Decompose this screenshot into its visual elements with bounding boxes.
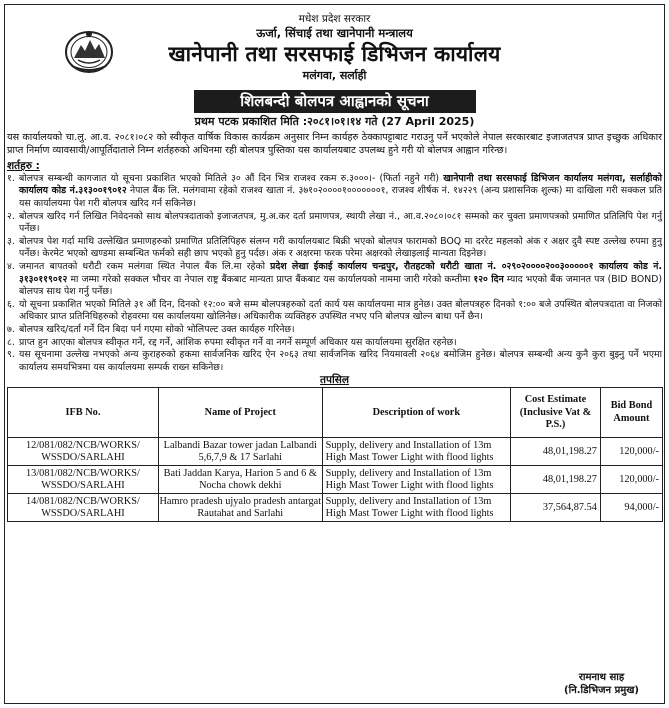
project-cell: Hamro pradesh ujyalo pradesh antargat Rautahat and Sarlahi — [158, 494, 322, 522]
column-header: Description of work — [322, 388, 510, 438]
term-number: १. — [7, 172, 15, 184]
term-text: बोलपत्र खरिद/दर्ता गर्ने दिन बिदा पर्न गएमा सोको भोलिपल्ट उक्त कार्यहरु गरिनेछ। — [19, 323, 295, 335]
signatory-name: रामनाथ साह — [578, 672, 625, 683]
ifb-cell: 13/081/082/NCB/WORKS/ WSSDO/SARLAHI — [8, 466, 159, 494]
ministry-name: ऊर्जा, सिंचाई तथा खानेपानी मन्त्रालय — [256, 26, 413, 40]
term-text: बोलपत्र पेश गर्दा माथि उल्लेखित प्रमाणहरुको प्रमाणित प्रतिलिपिहरु संलग्न गरी कार्यालयबाट बिक्री भएको बोलपत्र फारामको BOQ मा दररेट महलको अंक र अक्षर दुवै स्पष्ट उल्लेख रुपमा हुनु पर्नेछ। केरमेट भएको खण्डमा सम्बन्धित फर्मको सही छाप भएको हुनु पर्दछ। अंक र अक्षरमा फरक परेमा अक्षरको लेखाइलाई मान्यता दिइनेछ। — [19, 235, 662, 260]
header — [7, 4, 662, 90]
nepal-emblem-icon — [64, 28, 114, 74]
term-text-bold: १२० दिन — [473, 273, 504, 285]
description-cell: Supply, delivery and Installation of 13m High Mast Tower Light with flood lights — [322, 438, 510, 466]
description-cell: Supply, delivery and Installation of 13m High Mast Tower Light with flood lights — [322, 466, 510, 494]
term-text-bold: खानेपानी तथा सरसफाई डिभिजन कार्यालय मलंगवा, सर्लाहीको कार्यालय कोड नं.३१३००१९०१२ — [19, 172, 662, 197]
term-text: बोलपत्र खरिद गर्न लिखित निवेदनको साथ बोलपत्रदाताको इजाजतपत्र, मु.अ.कर दर्ता प्रमाणपत्र, स्थायी लेखा नं., आ.व.२०८०।०८१ सम्मको कर चुक्ता प्रमाणपत्रको प्रमाणित प्रतिलिपि पेश गर्नु पर्नेछ। — [19, 210, 662, 235]
column-header: Cost Estimate (Inclusive Vat & P.S.) — [511, 388, 601, 438]
term-text-part: जमानत बापतको धरौटी रकम मलंगवा स्थित नेपाल बैंक लि.मा रहेको — [19, 260, 271, 272]
term-number: ६. — [7, 298, 15, 310]
term-number: ८. — [7, 336, 15, 348]
term-number: ७. — [7, 323, 15, 335]
term-number: ४. — [7, 260, 15, 272]
table-caption: तपसिल — [320, 374, 349, 387]
intro-paragraph: यस कार्यालयको चा.लु. आ.व. २०८१।०८२ को स्वीकृत वार्षिक विकास कार्यक्रम अनुसार निम्न कार्यहरु ठेक्कापट्टाबाट गराउनु पर्ने भएकोले नेपाल सरकारबाट इजाजतपत्र प्राप्त इच्छुक अधिकार प्राप्त निर्माण व्यावसायी/आपूर्तिदाताले निम्न शर्तहरुको अधिनमा रही बोलपत्र पुस्तिका यस कार्यालयबाट उपलब्ध हुने गरी यो बोलपत्र आह्वान गरिन्छ। — [7, 132, 662, 156]
term-number: ९. — [7, 349, 15, 361]
office-location: मलंगवा, सर्लाही — [302, 69, 367, 82]
column-header: Bid Bond Amount — [600, 388, 662, 438]
term-text-part: बोलपत्र सम्बन्धी कागजात यो सूचना प्रकाशित भएको मितिले ३० औं दिन भित्र राजश्व रकम रु.३०००।- (फिर्ता नहुने गरी) — [19, 172, 444, 184]
bond-cell: 120,000/- — [600, 438, 662, 466]
cost-cell: 48,01,198.27 — [511, 438, 601, 466]
column-header: Name of Project — [158, 388, 322, 438]
signature-block — [564, 671, 639, 697]
term-number: २. — [7, 210, 15, 222]
signatory-title: (नि.डिभिजन प्रमुख) — [564, 685, 639, 696]
terms-heading: शर्तहरु : — [7, 159, 40, 172]
publish-date: प्रथम पटक प्रकाशित मिति :२०८१।०१।१४ गते (27 April 2025) — [194, 115, 475, 128]
term-text-part: नेपाल बैंक लि. मलंगवामा रहेको राजश्व खाता नं. ३७१०२००००१०००००००१, राजश्व शीर्षक नं. १४२२९ (अन्य प्रशासनिक शुल्क) मा दाखिला गरी सक्कल प्रति यस कार्यालयमा पेश गरी बोलपत्र खरिद गर्न सकिनेछ। — [19, 185, 663, 209]
bond-cell: 120,000/- — [600, 466, 662, 494]
term-text-bold: प्रदेश लेखा ईकाई कार्यालय चन्द्रपुर, रौतहटको धरौटी खाता नं. ०२९०२००००२००३०००००१ कार्यालय कोड नं. ३१३०११९०१२ — [19, 260, 662, 285]
office-name: खानेपानी तथा सरसफाई डिभिजन कार्यालय — [168, 42, 501, 66]
cost-cell: 37,564,87.54 — [511, 494, 601, 522]
term-text-part: म्याद भएको बैंक जमानत पत्र (BID BOND) बोलपत्र साथ पेश गर्नु पर्नेछ। — [19, 273, 662, 298]
page-border — [4, 4, 665, 704]
description-cell: Supply, delivery and Installation of 13m High Mast Tower Light with flood lights — [322, 494, 510, 522]
government-name: मधेश प्रदेश सरकार — [298, 13, 371, 25]
bond-cell: 94,000/- — [600, 494, 662, 522]
term-text: प्राप्त हुन आएका बोलपत्र स्वीकृत गर्ने, रद्द गर्ने, आंशिक रुपमा स्वीकृत गर्ने वा नगर्ने सम्पूर्ण अधिकार यस कार्यालयमा सुरक्षित रहनेछ। — [19, 336, 457, 348]
ifb-cell: 14/081/082/NCB/WORKS/ WSSDO/SARLAHI — [8, 494, 159, 522]
project-cell: Bati Jaddan Karya, Harion 5 and 6 & Nocha chowk dekhi — [158, 466, 322, 494]
project-cell: Lalbandi Bazar tower jadan Lalbandi 5,6,7,9 & 17 Sarlahi — [158, 438, 322, 466]
term-text: यस सूचनामा उल्लेख नभएको अन्य कुराहरुको हकमा सार्वजनिक खरिद ऐन २०६३ तथा सार्वजनिक खरिद नियमावली २०६४ बमोजिम हुनेछ। बोलपत्र सम्बन्धी अन्य कुनै कुरा बुझ्नु पर्ने भएमा कार्यालय समयभित्रमा यस कार्यालयमा सम्पर्क राख्न सकिनेछ। — [19, 349, 662, 373]
column-header: IFB No. — [8, 388, 159, 438]
term-text: यो सूचना प्रकाशित भएको मितिले ३१ औं दिन, दिनको १२:०० बजे सम्म बोलपत्रहरुको दर्ता कार्य यस कार्यालयमा मात्र हुनेछ। उक्त बोलपत्रहरु दिनको १:०० बजे उपस्थित बोलपत्रदाता वा निजको अधिकार प्राप्त प्रतिनिधिहरुको रोहवरमा यस कार्यालयमा खोलिनेछ। अधिकारीक व्यक्तिहरु उपस्थित नभए पनि बोलपत्र खोल्न बाधा पर्ने छैन। — [19, 298, 662, 323]
term-text-part: मा जम्मा गरेको सक्कल भौचर वा नेपाल राष्ट्र बैंकबाट मान्यता प्राप्त बैंकबाट यस कार्यालयको नाममा जारी गरेको कम्तीमा — [67, 273, 474, 285]
term-number: ३. — [7, 235, 15, 247]
ifb-cell: 12/081/082/NCB/WORKS/ WSSDO/SARLAHI — [8, 438, 159, 466]
cost-cell: 48,01,198.27 — [511, 466, 601, 494]
notice-title: शिलबन्दी बोलपत्र आह्वानको सूचना — [194, 90, 476, 113]
